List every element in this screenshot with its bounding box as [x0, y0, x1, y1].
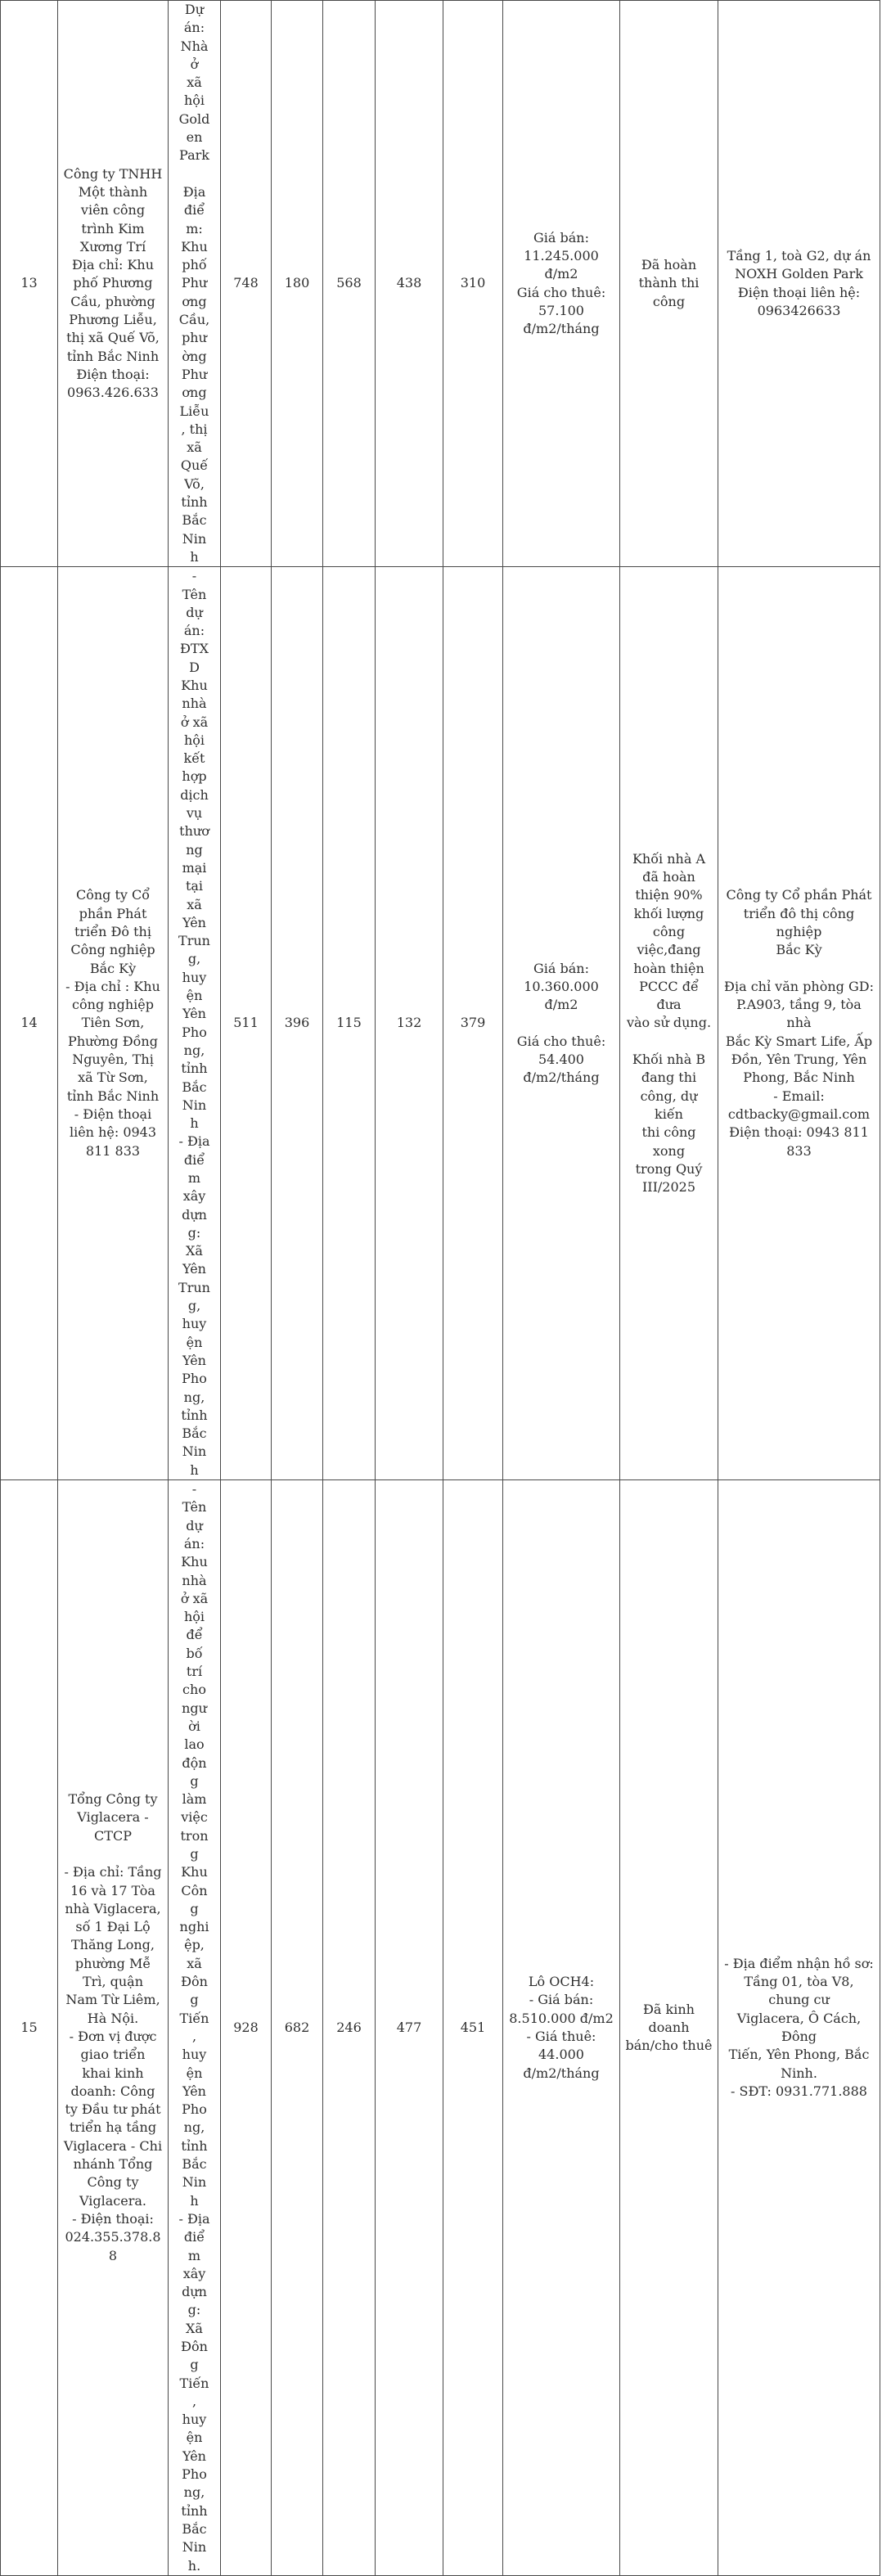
table-row: [1, 1, 880, 567]
value-cell: 928: [221, 1480, 272, 2576]
value-cell: 511: [221, 567, 272, 1480]
stt-cell: 13: [1, 1, 58, 567]
value-cell: 379: [443, 567, 503, 1480]
price-cell: Giá bán: 11.245.000 đ/m2 Giá cho thuê: 57.100 đ/m2/tháng: [503, 1, 620, 567]
stt-cell: 14: [1, 567, 58, 1480]
price-cell: Lô OCH4: - Giá bán: 8.510.000 đ/m2 - Giá thuê: 44.000 đ/m2/tháng: [503, 1480, 620, 2576]
project-cell: Dự án: Nhà ở xã hội Golden Park Địa điểm: Khu phố Phương Cầu, phường Phương Liễu, thị xã Quế Võ, tỉnh Bắc Ninh: [169, 1, 221, 567]
table-row: [1, 567, 880, 1480]
stt-cell: 15: [1, 1480, 58, 2576]
value-cell: 246: [323, 1480, 376, 2576]
value-cell: 438: [376, 1, 443, 567]
contact-cell: Công ty Cổ phần Phát triển đô thị công nghiệp Bắc Kỳ Địa chỉ văn phòng GD: P.A903, tầng 9, tòa nhà Bắc Kỳ Smart Life, Ấp Đồn, Yên Trung, Yên Phong, Bắc Ninh - Email: cdtbacky@gmail.com Điện thoại: 0943 811 833: [718, 567, 880, 1480]
owner-cell: Công ty Cổ phần Phát triển Đô thị Công nghiệp Bắc Kỳ - Địa chỉ : Khu công nghiệp Tiên Sơn, Phường Đồng Nguyên, Thị xã Từ Sơn, tỉnh Bắc Ninh - Điện thoại liên hệ: 0943 811 833: [58, 567, 169, 1480]
value-cell: 451: [443, 1480, 503, 2576]
project-cell: - Tên dự án: ĐTXD Khu nhà ở xã hội kết hợp dịch vụ thương mại tại xã Yên Trung, huyện Yên Phong, tỉnh Bắc Ninh - Địa điểm xây dựng: Xã Yên Trung, huyện Yên Phong, tỉnh Bắc Ninh: [169, 567, 221, 1480]
value-cell: 396: [272, 567, 323, 1480]
status-cell: Khối nhà A đã hoàn thiện 90% khối lượng công việc,đang hoàn thiện PCCC để đưa vào sử dụng. Khối nhà B đang thi công, dự kiến thi công xong trong Quý III/2025: [620, 567, 718, 1480]
owner-cell: Công ty TNHH Một thành viên công trình Kim Xương Trí Địa chỉ: Khu phố Phương Cầu, phường Phương Liễu, thị xã Quế Võ, tỉnh Bắc Ninh Điện thoại: 0963.426.633: [58, 1, 169, 567]
project-cell: - Tên dự án: Khu nhà ở xã hội để bố trí cho người lao động làm việc trong Khu Công nghiệp, xã Đông Tiến, huyện Yên Phong, tỉnh Bắc Ninh - Địa điểm xây dựng: Xã Đông Tiến, huyện Yên Phong, tỉnh Bắc Ninh.: [169, 1480, 221, 2576]
value-cell: 310: [443, 1, 503, 567]
table-row: [1, 1480, 880, 2576]
value-cell: 115: [323, 567, 376, 1480]
value-cell: 180: [272, 1, 323, 567]
value-cell: 132: [376, 567, 443, 1480]
contact-cell: Tầng 1, toà G2, dự án NOXH Golden Park Điện thoại liên hệ: 0963426633: [718, 1, 880, 567]
price-cell: Giá bán: 10.360.000 đ/m2 Giá cho thuê: 54.400 đ/m2/tháng: [503, 567, 620, 1480]
status-cell: Đã kinh doanh bán/cho thuê: [620, 1480, 718, 2576]
contact-cell: - Địa điểm nhận hồ sơ: Tầng 01, tòa V8, chung cư Viglacera, Ô Cách, Đông Tiến, Yên Phong, Bắc Ninh. - SĐT: 0931.771.888: [718, 1480, 880, 2576]
value-cell: 477: [376, 1480, 443, 2576]
value-cell: 682: [272, 1480, 323, 2576]
status-cell: Đã hoàn thành thi công: [620, 1, 718, 567]
owner-cell: Tổng Công ty Viglacera - CTCP - Địa chỉ: Tầng 16 và 17 Tòa nhà Viglacera, số 1 Đại Lộ Thăng Long, phường Mễ Trì, quận Nam Từ Liêm, Hà Nội. - Đơn vị được giao triển khai kinh doanh: Công ty Đầu tư phát triển hạ tầng Viglacera - Chi nhánh Tổng Công ty Viglacera. - Điện thoại: 024.355.378.88: [58, 1480, 169, 2576]
value-cell: 568: [323, 1, 376, 567]
value-cell: 748: [221, 1, 272, 567]
